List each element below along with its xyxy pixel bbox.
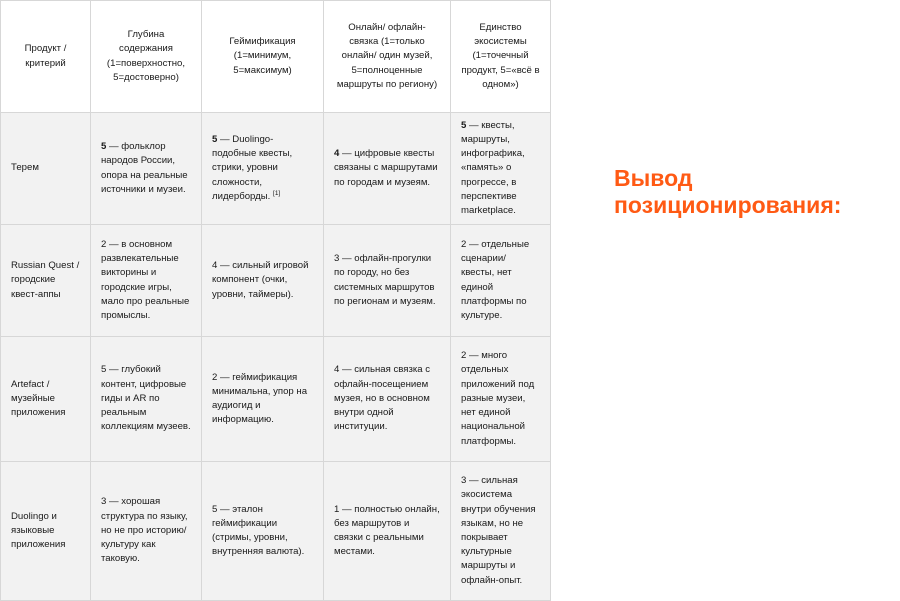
table-cell: 3 — сильная экосистема внутри обучения языкам, но не покрывает культурные маршруты и офлайн-опыт. (451, 462, 551, 601)
row-name: Duolingo и языковые приложения (1, 462, 91, 601)
table-cell: 2 — геймификация минимальна, упор на аудиогид и информацию. (202, 337, 324, 462)
footnote-link[interactable]: [1] (273, 189, 281, 197)
row-name: Терем (1, 113, 91, 225)
table-cell: 3 — хорошая структура по языку, но не про историю/культуру как таковую. (91, 462, 202, 601)
table-row (1, 337, 551, 462)
table-cell: 5 — эталон геймификации (стримы, уровни, внутренняя валюта). (202, 462, 324, 601)
row-name: Russian Quest / городские квест-аппы (1, 225, 91, 337)
table-cell (202, 113, 324, 225)
table-row (1, 225, 551, 337)
score: 4 (334, 148, 340, 160)
score: 5 (101, 141, 107, 153)
header-cell-content-depth: Глубина содержания (1=поверхностно, 5=достоверно) (91, 1, 202, 113)
conclusion-line-1: Вывод (614, 165, 693, 191)
cell-text: — квесты, маршруты, инфографика, «память» о прогрессе, в перспективе marketplace. (461, 119, 525, 216)
table-cell: 4 — сильный игровой компонент (очки, уровни, таймеры). (202, 225, 324, 337)
table-row (1, 462, 551, 601)
table-cell: 5 — глубокий контент, цифровые гиды и AR по реальным коллекциям музеев. (91, 337, 202, 462)
table-cell: 2 — много отдельных приложений под разные музеи, нет единой национальной платформы. (451, 337, 551, 462)
table-cell (451, 113, 551, 225)
table-cell: 4 — сильная связка с офлайн-посещением музея, но в основном внутри одной институции. (324, 337, 451, 462)
table-cell (91, 113, 202, 225)
conclusion-heading (614, 165, 841, 219)
score: 5 (212, 133, 218, 145)
row-name: Artefact / музейные приложения (1, 337, 91, 462)
conclusion-line-2: позиционирования: (614, 192, 842, 218)
cell-text: — фольклор народов России, опора на реальные источники и музеи. (101, 141, 188, 195)
header-cell-product: Продукт / критерий (1, 1, 91, 113)
table-cell (324, 113, 451, 225)
cell-text: — Duolingo-подобные квесты, стрики, уровни сложности, лидерборды. (212, 133, 293, 202)
table-cell: 3 — офлайн-прогулки по городу, но без системных маршрутов по регионам и музеям. (324, 225, 451, 337)
table-cell: 2 — отдельные сценарии/ квесты, нет единой платформы по культуре. (451, 225, 551, 337)
header-cell-ecosystem: Единство экосистемы (1=точечный продукт, 5=«всё в одном») (451, 1, 551, 113)
score: 5 (461, 119, 467, 131)
table-header-row (1, 1, 551, 113)
header-cell-online-offline: Онлайн/ офлайн-связка (1=только онлайн/ один музей, 5=полноценные маршруты по региону) (324, 1, 451, 113)
table-cell: 1 — полностью онлайн, без маршрутов и связки с реальными местами. (324, 462, 451, 601)
cell-text: — цифровые квесты связаны с маршрутами по городам и музеям. (334, 148, 438, 188)
table-cell: 2 — в основном развлекательные викторины и городские игры, мало про реальные промыслы. (91, 225, 202, 337)
table-row (1, 113, 551, 225)
header-cell-gamification: Геймификация (1=минимум, 5=максимум) (202, 1, 324, 113)
